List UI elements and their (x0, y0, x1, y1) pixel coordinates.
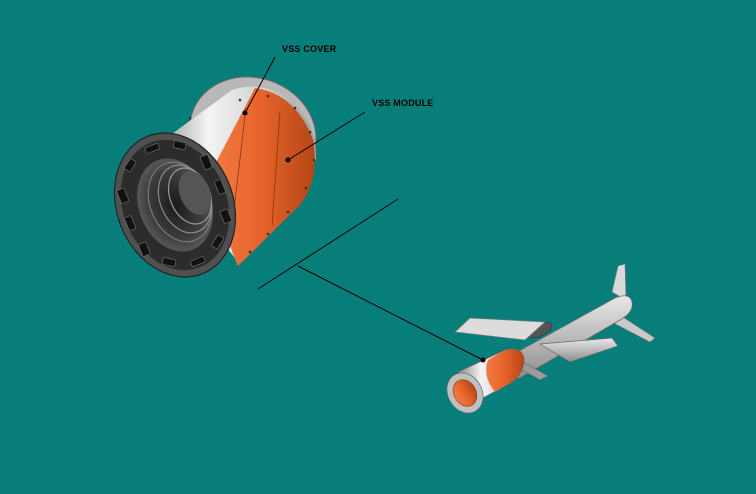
module-pointer-dot (286, 158, 291, 163)
vss-module-cylinder (94, 59, 332, 295)
pod-pointer-line (298, 266, 483, 360)
tail-fin (612, 264, 626, 300)
cover-pointer-dot (243, 111, 248, 116)
pod-pointer-dot (481, 358, 486, 363)
vss-cover-label: VSS COVER (282, 44, 337, 54)
vss-module-label: VSS MODULE (372, 98, 434, 108)
uav-aircraft (440, 264, 655, 420)
